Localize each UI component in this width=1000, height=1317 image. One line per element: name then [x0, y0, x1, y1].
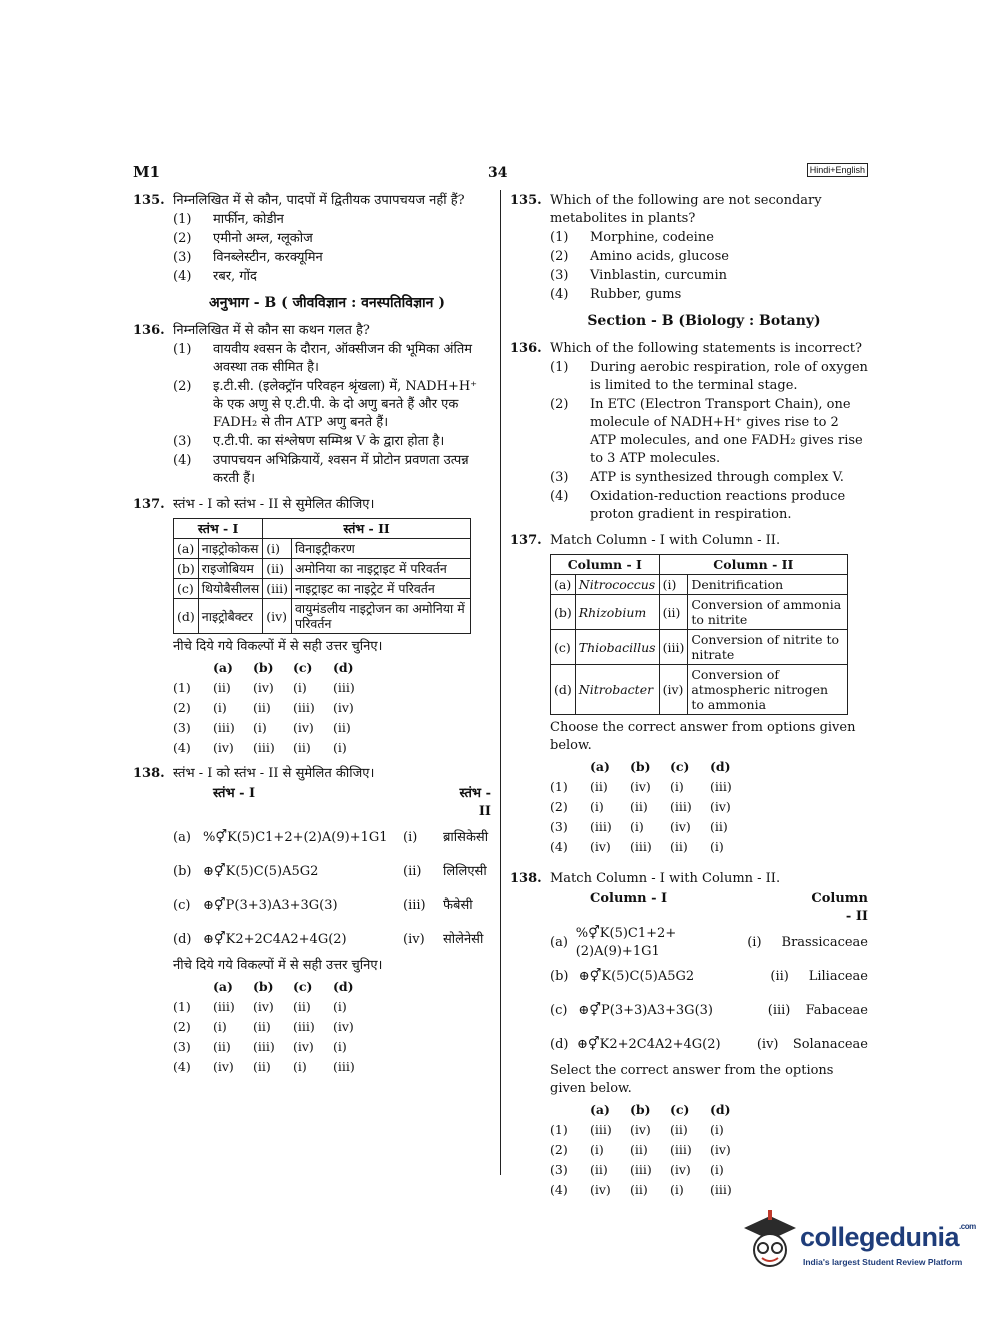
formula-row — [173, 923, 491, 957]
answer-cell: (iv) — [213, 740, 234, 755]
question-number: 138. — [133, 766, 165, 781]
answer-cell: (iv) — [630, 1122, 651, 1137]
answer-header — [173, 659, 213, 677]
table-row — [551, 575, 848, 595]
table-row — [551, 665, 848, 715]
option — [550, 396, 868, 468]
answer-cell: (ii) — [333, 720, 351, 735]
family-name: Liliaceae — [808, 969, 868, 984]
process-text: वायुमंडलीय नाइट्रोजन का अमोनिया में परिवर्तन — [291, 599, 470, 634]
row-label: (d) — [173, 932, 192, 947]
question-135-hi — [133, 192, 491, 286]
answer-cell: (3) — [550, 1162, 568, 1177]
floral-formula: ⊕⚥K2+2C4A2+4G(2) — [203, 932, 347, 947]
language-tag: Hindi+English — [807, 163, 868, 177]
process-text: अमोनिया का नाइट्राइट में परिवर्तन — [291, 559, 470, 579]
answer-cell: (i) — [333, 999, 347, 1014]
answer-cell: (i) — [213, 700, 227, 715]
answer-cell: (iii) — [333, 680, 355, 695]
answer-header: (b) — [630, 1102, 651, 1117]
option-number: (3) — [550, 268, 569, 283]
answer-cell: (iv) — [333, 700, 354, 715]
option-text: Morphine, codeine — [590, 230, 714, 245]
answer-header: (b) — [253, 660, 274, 675]
question-text: Which of the following are not secondary metabolites in plants? — [550, 193, 822, 226]
answer-cell: (ii) — [293, 740, 311, 755]
row-label: (a) — [173, 830, 191, 845]
column-header: स्तंभ - II — [263, 519, 471, 539]
answer-cell: (2) — [173, 1019, 191, 1034]
row-label: (ii) — [659, 595, 688, 630]
choose-instruction: नीचे दिये गये विकल्पों में से सही उत्तर चुनिए। — [173, 639, 383, 654]
table-row — [174, 559, 471, 579]
column-header: स्तंभ - I — [213, 786, 256, 801]
table-row — [551, 595, 848, 630]
question-number: 138. — [510, 871, 542, 886]
column-divider — [500, 190, 501, 1175]
process-text: Conversion of atmospheric nitrogen to ammonia — [688, 665, 848, 715]
answer-cell: (i) — [333, 1039, 347, 1054]
answer-cell: (ii) — [213, 1039, 231, 1054]
answer-cell: (ii) — [253, 1059, 271, 1074]
answer-cell: (ii) — [630, 1142, 648, 1157]
floral-formula: ⊕⚥K(5)C(5)A5G2 — [578, 969, 695, 984]
answer-cell: (1) — [173, 680, 191, 695]
option-text: Amino acids, glucose — [590, 249, 729, 264]
formula-row — [550, 926, 868, 960]
hindi-column — [133, 192, 491, 1084]
row-label: (i) — [659, 575, 688, 595]
formula-row — [550, 1028, 868, 1062]
answer-cell: (iii) — [630, 1162, 652, 1177]
answer-cell: (iv) — [670, 819, 691, 834]
answer-cell: (2) — [550, 799, 568, 814]
answer-cell: (ii) — [670, 839, 688, 854]
brand-word: collegedunia — [800, 1222, 960, 1252]
page-header — [133, 163, 868, 185]
answer-cell: (iii) — [253, 1039, 275, 1054]
option-text: एमीनो अम्ल, ग्लूकोज — [213, 231, 313, 246]
row-label: (c) — [550, 1003, 568, 1018]
option-text: मार्फीन, कोडीन — [213, 212, 284, 227]
option — [173, 230, 491, 248]
answer-cell: (iv) — [253, 680, 274, 695]
answer-cell: (iii) — [670, 799, 692, 814]
answer-header: (d) — [333, 660, 354, 675]
family-name: ब्रासिकेसी — [443, 830, 489, 845]
column-header: स्तंभ - II — [459, 786, 491, 819]
answer-header: (a) — [213, 979, 233, 994]
formula-row — [550, 994, 868, 1028]
question-number: 137. — [133, 497, 165, 512]
option-number: (4) — [173, 453, 192, 468]
organism-name: नाइट्रोकोकस — [198, 539, 262, 559]
answer-cell: (iii) — [590, 1122, 612, 1137]
answer-cell: (ii) — [293, 999, 311, 1014]
row-label: (iii) — [659, 630, 688, 665]
row-label: (c) — [551, 630, 576, 665]
row-label: (iii) — [767, 1003, 791, 1018]
option — [173, 249, 491, 267]
table-row — [174, 599, 471, 634]
option — [550, 469, 868, 487]
formula-row — [550, 960, 868, 994]
answer-header — [550, 758, 590, 776]
answer-cell: (i) — [630, 819, 644, 834]
floral-formula: ⊕⚥K2+2C4A2+4G(2) — [576, 1037, 721, 1052]
answer-header: (c) — [293, 660, 313, 675]
organism-name: Nitrobacter — [575, 665, 659, 715]
answer-cell: (iv) — [710, 1142, 731, 1157]
formula-row — [173, 855, 491, 889]
row-label: (i) — [747, 935, 762, 950]
answer-cell: (iii) — [253, 740, 275, 755]
column-header: स्तंभ - I — [174, 519, 263, 539]
answer-cell: (ii) — [670, 1122, 688, 1137]
floral-formula: ⊕⚥P(3+3)A3+3G(3) — [578, 1003, 713, 1018]
answer-cell: (iii) — [630, 839, 652, 854]
answer-cell: (i) — [293, 1059, 307, 1074]
english-column — [510, 192, 868, 1207]
row-label: (d) — [550, 1037, 569, 1052]
row-label: (iv) — [263, 599, 292, 634]
process-text: नाइट्राइट का नाइट्रेट में परिवर्तन — [291, 579, 470, 599]
row-label: (ii) — [263, 559, 292, 579]
answer-header — [173, 978, 213, 996]
row-label: (iv) — [659, 665, 688, 715]
answer-cell: (3) — [550, 819, 568, 834]
answer-cell: (1) — [550, 1122, 568, 1137]
answer-cell: (iii) — [710, 1182, 732, 1197]
option-number: (1) — [173, 342, 192, 357]
question-text: स्तंभ - I को स्तंभ - II से सुमेलित कीजिए। — [173, 766, 375, 781]
answer-header: (a) — [590, 1102, 610, 1117]
section-title-hi: अनुभाग - B ( जीवविज्ञान : वनस्पतिविज्ञान ) — [209, 295, 445, 311]
option — [173, 211, 491, 229]
answer-options — [550, 758, 868, 856]
answer-cell: (i) — [333, 740, 347, 755]
answer-cell: (iii) — [670, 1142, 692, 1157]
answer-cell: (1) — [173, 999, 191, 1014]
answer-header: (a) — [213, 660, 233, 675]
option-number: (1) — [550, 230, 569, 245]
family-name: लिलिएसी — [443, 864, 487, 879]
column-header: Column - I — [551, 555, 660, 575]
answer-cell: (i) — [670, 779, 684, 794]
option-number: (3) — [173, 250, 192, 265]
answer-header: (b) — [630, 759, 651, 774]
option-number: (2) — [173, 379, 192, 394]
answer-cell: (iii) — [293, 1019, 315, 1034]
process-text: Conversion of ammonia to nitrite — [688, 595, 848, 630]
option-text: During aerobic respiration, role of oxygen is limited to the terminal stage. — [590, 360, 868, 393]
answer-cell: (i) — [710, 1122, 724, 1137]
table-row — [551, 630, 848, 665]
option-text: ATP is synthesized through complex V. — [590, 470, 844, 485]
answer-cell: (i) — [293, 680, 307, 695]
row-label: (a) — [551, 575, 576, 595]
family-name: Solanaceae — [792, 1037, 868, 1052]
answer-cell: (i) — [590, 799, 604, 814]
answer-cell: (iii) — [710, 779, 732, 794]
answer-cell: (iv) — [590, 839, 611, 854]
option — [550, 267, 868, 285]
option — [550, 229, 868, 247]
formula-row — [173, 889, 491, 923]
answer-header: (c) — [293, 979, 313, 994]
answer-cell: (4) — [550, 839, 568, 854]
row-label: (b) — [550, 969, 569, 984]
row-label: (iv) — [756, 1037, 779, 1052]
option — [173, 378, 491, 432]
option-number: (2) — [550, 249, 569, 264]
option-text: उपापचयन अभिक्रियायें, श्वसन में प्रोटोन प्रवणता उत्पन्न करती हैं। — [213, 453, 469, 486]
process-text: Conversion of nitrite to nitrate — [688, 630, 848, 665]
process-text: विनाइट्रीकरण — [291, 539, 470, 559]
graduate-mascot-icon — [740, 1210, 798, 1278]
brand-name — [800, 1222, 976, 1253]
row-label: (ii) — [770, 969, 789, 984]
row-label: (b) — [173, 864, 192, 879]
row-label: (i) — [263, 539, 292, 559]
answer-cell: (i) — [710, 839, 724, 854]
question-138-en — [510, 870, 868, 1199]
answer-cell: (4) — [550, 1182, 568, 1197]
answer-cell: (iv) — [293, 720, 314, 735]
option-text: Oxidation-reduction reactions produce proton gradient in respiration. — [590, 489, 846, 522]
row-label: (b) — [551, 595, 576, 630]
row-label: (iii) — [403, 898, 426, 913]
organism-name: थियोबैसीलस — [198, 579, 262, 599]
row-label: (a) — [550, 935, 568, 950]
answer-cell: (i) — [710, 1162, 724, 1177]
row-label: (ii) — [403, 864, 422, 879]
option — [550, 488, 868, 524]
option — [173, 452, 491, 488]
question-136-hi — [133, 322, 491, 488]
question-137-hi — [133, 496, 491, 757]
answer-cell: (iv) — [670, 1162, 691, 1177]
answer-cell: (ii) — [630, 1182, 648, 1197]
question-135-en — [510, 192, 868, 304]
option-text: वायवीय श्वसन के दौरान, ऑक्सीजन की भूमिका अंतिम अवस्था तक सीमित है। — [213, 342, 473, 375]
question-text: Match Column - I with Column - II. — [550, 533, 781, 548]
family-name: फैबेसी — [443, 898, 473, 913]
option-number: (4) — [173, 269, 192, 284]
organism-name: Rhizobium — [575, 595, 659, 630]
column-header: Column - I — [590, 891, 668, 906]
option-text: Rubber, gums — [590, 287, 682, 302]
choose-instruction: Select the correct answer from the options given below. — [550, 1063, 834, 1096]
option-number: (1) — [173, 212, 192, 227]
option-number: (2) — [550, 397, 569, 412]
answer-cell: (2) — [173, 700, 191, 715]
row-label: (b) — [174, 559, 199, 579]
answer-cell: (ii) — [710, 819, 728, 834]
row-label: (iii) — [263, 579, 292, 599]
row-label: (iv) — [403, 932, 425, 947]
question-text: Which of the following statements is incorrect? — [550, 341, 862, 356]
question-text: निम्नलिखित में से कौन सा कथन गलत है? — [173, 323, 370, 338]
answer-cell: (iv) — [710, 799, 731, 814]
answer-cell: (iii) — [213, 999, 235, 1014]
formula-row — [173, 821, 491, 855]
row-label: (i) — [403, 830, 418, 845]
answer-cell: (iii) — [293, 700, 315, 715]
answer-cell: (iii) — [590, 819, 612, 834]
answer-cell: (1) — [550, 779, 568, 794]
answer-header: (a) — [590, 759, 610, 774]
option — [173, 433, 491, 451]
answer-header: (d) — [710, 1102, 731, 1117]
answer-cell: (3) — [173, 720, 191, 735]
answer-cell: (iv) — [590, 1182, 611, 1197]
answer-options — [173, 659, 491, 757]
question-text: निम्नलिखित में से कौन, पादपों में द्वितीयक उपापचयज नहीं हैं? — [173, 193, 465, 208]
question-136-en — [510, 340, 868, 524]
option-text: इ.टी.सी. (इलेक्ट्रॉन परिवहन श्रृंखला) में, NADH+H⁺ के एक अणु से ए.टी.पी. के दो अणु बनते हैं और एक FADH₂ से तीन ATP अणु बनते हैं। — [213, 379, 478, 430]
answer-cell: (iv) — [213, 1059, 234, 1074]
option-text: रबर, गोंद — [213, 269, 257, 284]
answer-header: (d) — [333, 979, 354, 994]
answer-cell: (i) — [670, 1182, 684, 1197]
answer-header — [550, 1101, 590, 1119]
table-row — [174, 579, 471, 599]
option-text: ए.टी.पी. का संश्लेषण सम्मिश्र V के द्वारा होता है। — [213, 434, 445, 449]
page-number: 34 — [488, 165, 508, 181]
answer-header: (c) — [670, 1102, 690, 1117]
answer-cell: (ii) — [213, 680, 231, 695]
answer-cell: (3) — [173, 1039, 191, 1054]
floral-formula: ⊕⚥P(3+3)A3+3G(3) — [203, 898, 338, 913]
answer-cell: (iv) — [630, 779, 651, 794]
family-name: Brassicaceae — [781, 935, 868, 950]
answer-cell: (i) — [590, 1142, 604, 1157]
option-number: (3) — [173, 434, 192, 449]
answer-header: (c) — [670, 759, 690, 774]
collegedunia-logo — [740, 1210, 976, 1280]
answer-cell: (ii) — [590, 1162, 608, 1177]
organism-name: राइजोबियम — [198, 559, 262, 579]
question-text: स्तंभ - I को स्तंभ - II से सुमेलित कीजिए। — [173, 497, 375, 512]
choose-instruction: Choose the correct answer from options given below. — [550, 720, 856, 753]
answer-cell: (ii) — [253, 700, 271, 715]
floral-formula: ⊕⚥K(5)C(5)A5G2 — [203, 864, 319, 879]
family-name: सोलेनेसी — [443, 932, 484, 947]
question-number: 135. — [510, 193, 542, 208]
option-number: (1) — [550, 360, 569, 375]
floral-formula: %⚥K(5)C1+2+(2)A(9)+1G1 — [575, 926, 677, 959]
option-number: (3) — [550, 470, 569, 485]
question-text: Match Column - I with Column - II. — [550, 871, 781, 886]
option-number: (2) — [173, 231, 192, 246]
organism-name: नाइट्रोबैक्टर — [198, 599, 262, 634]
answer-options — [173, 978, 491, 1076]
answer-header: (d) — [710, 759, 731, 774]
paper-code: M1 — [133, 163, 161, 181]
option-number: (4) — [550, 287, 569, 302]
brand-tagline: India's largest Student Review Platform — [803, 1257, 963, 1267]
answer-cell: (iii) — [213, 720, 235, 735]
match-table — [550, 554, 848, 715]
family-name: Fabaceae — [805, 1003, 869, 1018]
organism-name: Nitrococcus — [575, 575, 659, 595]
answer-cell: (ii) — [590, 779, 608, 794]
answer-options — [550, 1101, 868, 1199]
row-label: (d) — [174, 599, 199, 634]
choose-instruction: नीचे दिये गये विकल्पों में से सही उत्तर चुनिए। — [173, 958, 383, 973]
row-label: (a) — [174, 539, 199, 559]
answer-cell: (ii) — [630, 799, 648, 814]
table-row — [174, 539, 471, 559]
section-title-en: Section - B (Biology : Botany) — [587, 313, 821, 329]
question-number: 135. — [133, 193, 165, 208]
answer-cell: (iv) — [253, 999, 274, 1014]
column-header: Column - II — [811, 891, 868, 924]
row-label: (c) — [174, 579, 199, 599]
option-text: विनब्लेस्टीन, करक्यूमिन — [213, 250, 323, 265]
option — [550, 248, 868, 266]
match-table — [173, 518, 471, 634]
answer-cell: (i) — [253, 720, 267, 735]
row-label: (c) — [173, 898, 191, 913]
question-138-hi — [133, 765, 491, 1076]
answer-cell: (4) — [173, 740, 191, 755]
floral-formula: %⚥K(5)C1+2+(2)A(9)+1G1 — [203, 830, 388, 845]
option — [550, 286, 868, 304]
answer-cell: (ii) — [253, 1019, 271, 1034]
option — [173, 341, 491, 377]
answer-cell: (i) — [213, 1019, 227, 1034]
option-text: Vinblastin, curcumin — [590, 268, 727, 283]
option — [173, 268, 491, 286]
answer-cell: (2) — [550, 1142, 568, 1157]
question-number: 136. — [133, 323, 165, 338]
question-number: 137. — [510, 533, 542, 548]
question-137-en — [510, 532, 868, 856]
row-label: (d) — [551, 665, 576, 715]
option — [550, 359, 868, 395]
answer-cell: (iv) — [333, 1019, 354, 1034]
answer-cell: (iv) — [293, 1039, 314, 1054]
answer-cell: (iii) — [333, 1059, 355, 1074]
option-text: In ETC (Electron Transport Chain), one molecule of NADH+H⁺ gives rise to 2 ATP molecules, and one FADH₂ gives rise to 3 ATP molecules. — [590, 397, 863, 466]
column-header: Column - II — [659, 555, 847, 575]
answer-header: (b) — [253, 979, 274, 994]
answer-cell: (4) — [173, 1059, 191, 1074]
organism-name: Thiobacillus — [575, 630, 659, 665]
option-number: (4) — [550, 489, 569, 504]
brand-suffix: .com — [959, 1222, 976, 1231]
process-text: Denitrification — [688, 575, 848, 595]
question-number: 136. — [510, 341, 542, 356]
